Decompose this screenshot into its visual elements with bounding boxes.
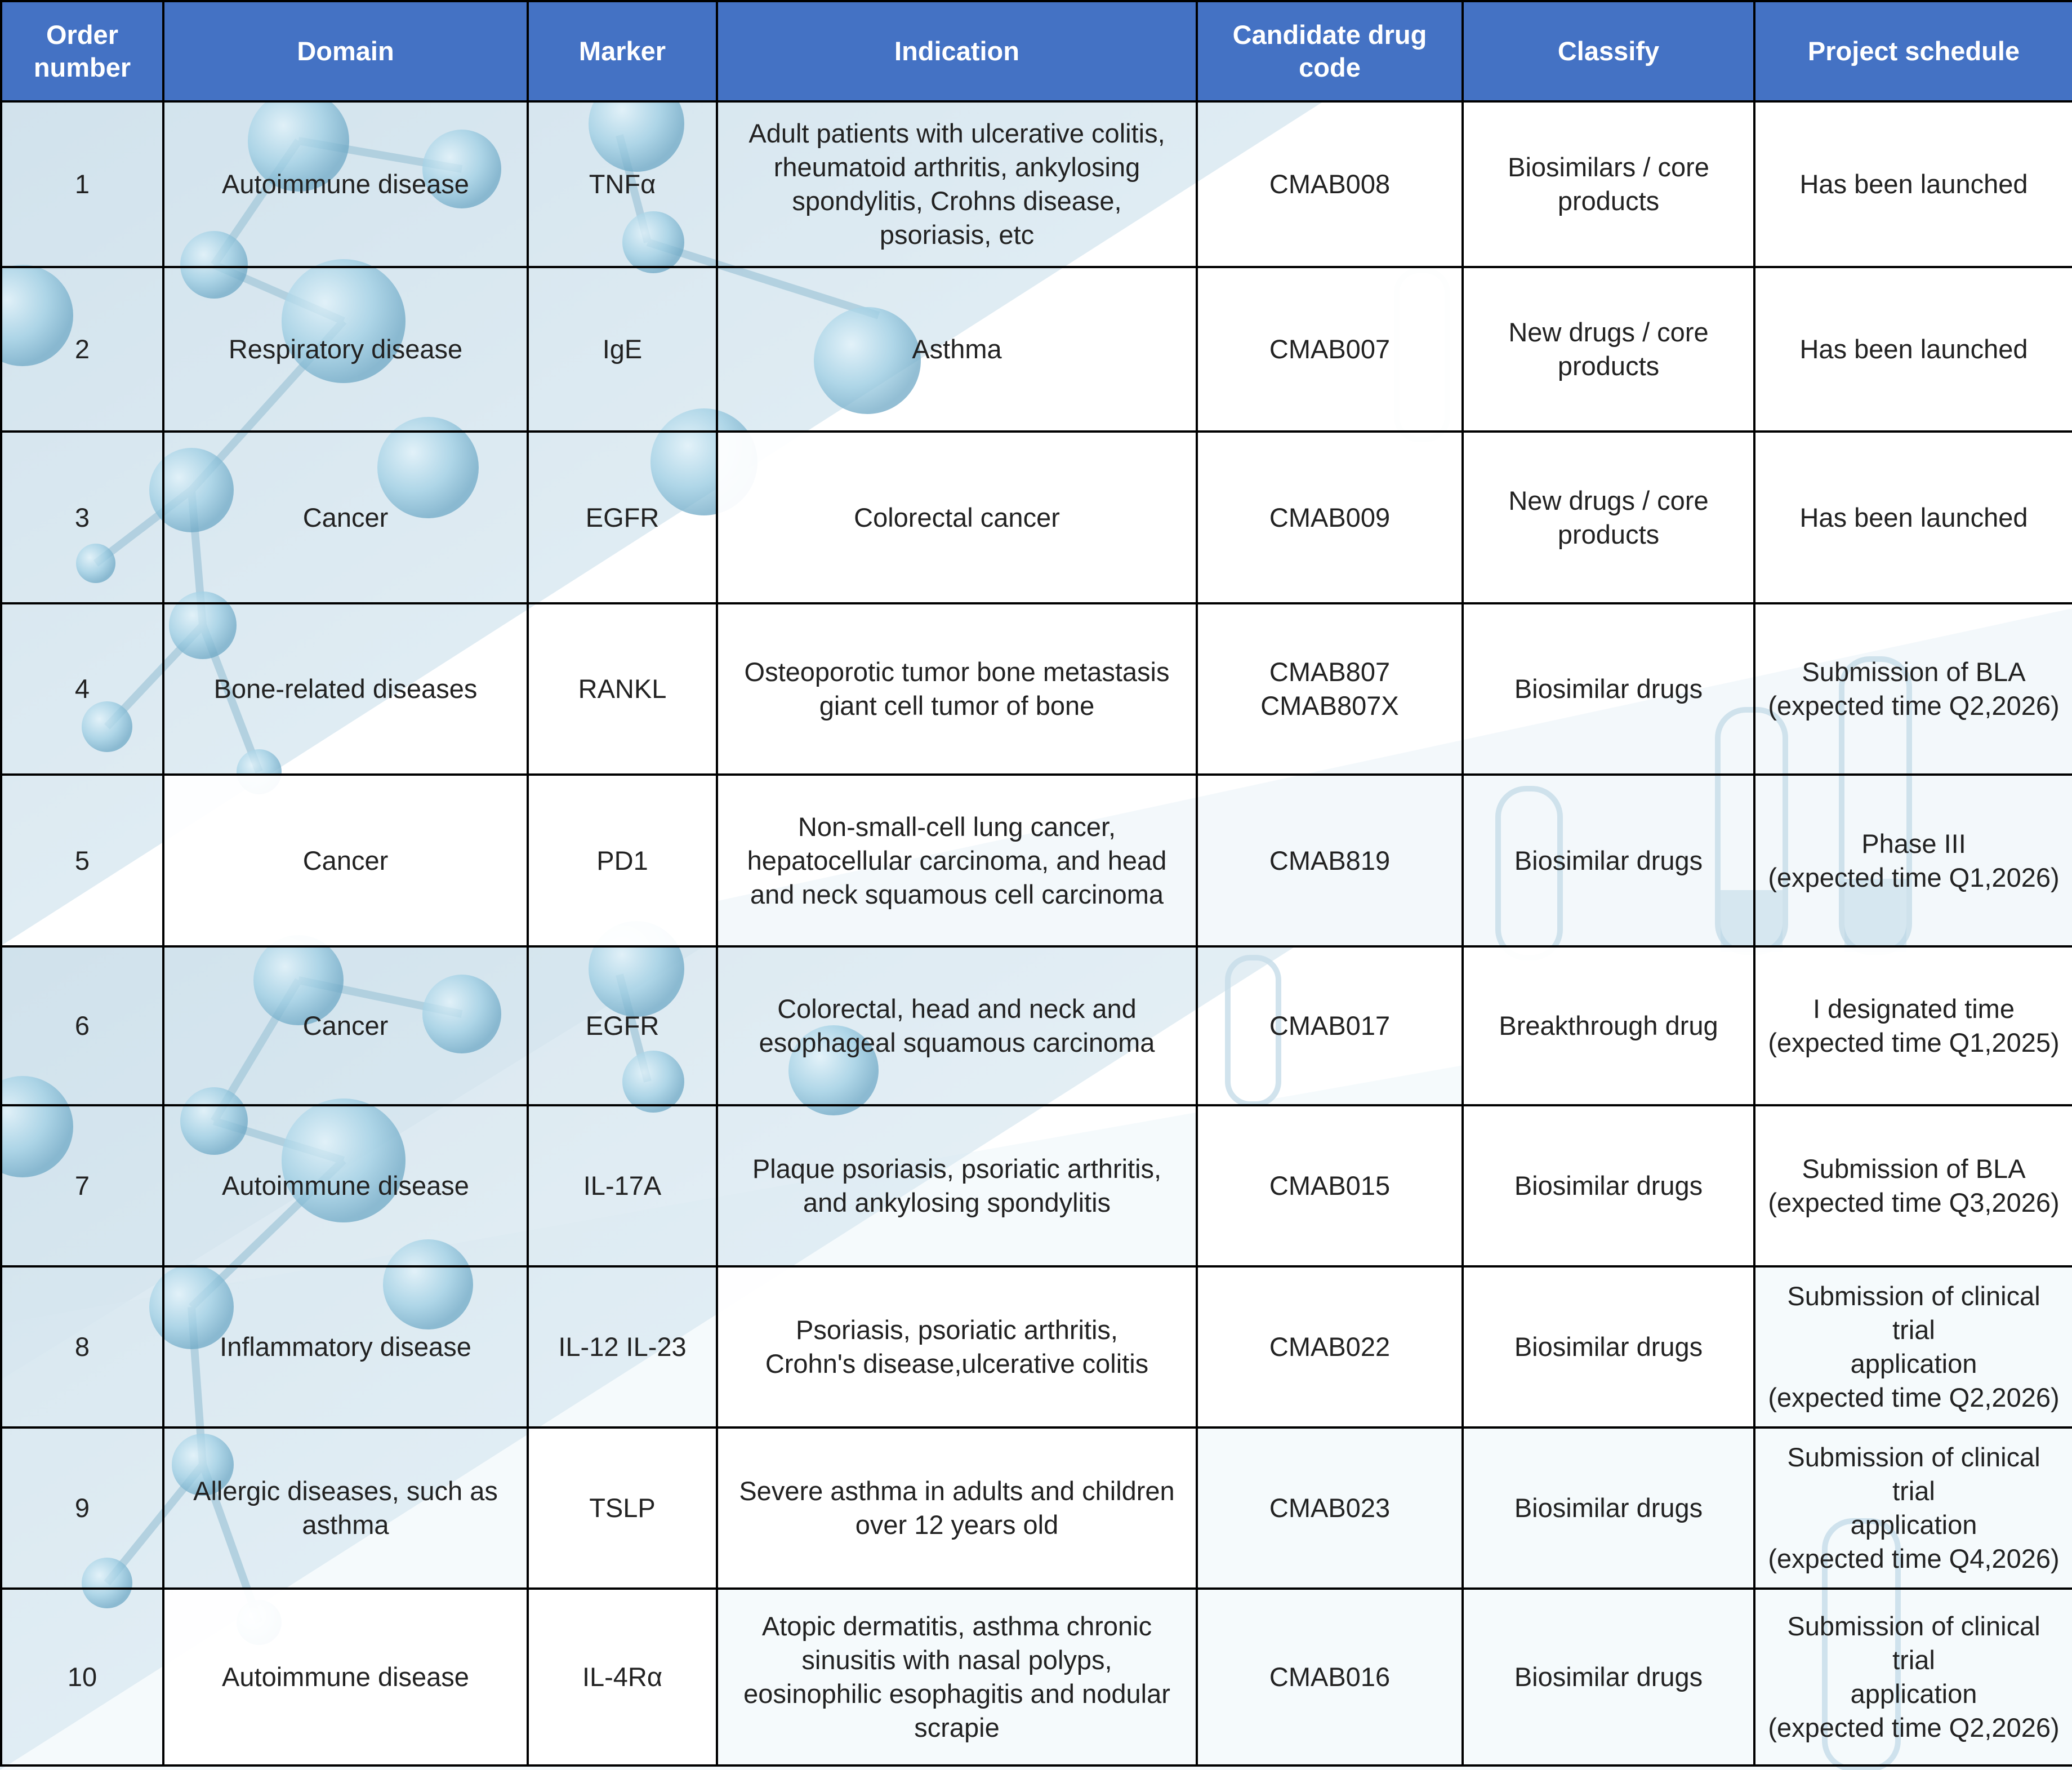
- header-row: [1, 1, 2072, 101]
- cell-indication: Psoriasis, psoriatic arthritis, Crohn's disease,ulcerative colitis: [717, 1266, 1197, 1427]
- cell-domain: Allergic diseases, such as asthma: [163, 1427, 528, 1589]
- cell-marker: TSLP: [528, 1427, 717, 1589]
- header-indication: Indication: [717, 1, 1197, 101]
- cell-order-number: 9: [1, 1427, 163, 1589]
- cell-marker: EGFR: [528, 946, 717, 1105]
- cell-order-number: 4: [1, 603, 163, 775]
- cell-classify: Biosimilar drugs: [1463, 1105, 1754, 1266]
- cell-order-number: 6: [1, 946, 163, 1105]
- cell-schedule: I designated time (expected time Q1,2025): [1754, 946, 2072, 1105]
- cell-classify: Biosimilar drugs: [1463, 1266, 1754, 1427]
- header-order-number: Order number: [1, 1, 163, 101]
- cell-classify: Biosimilar drugs: [1463, 775, 1754, 946]
- cell-domain: Bone-related diseases: [163, 603, 528, 775]
- cell-marker: IL-17A: [528, 1105, 717, 1266]
- cell-classify: Breakthrough drug: [1463, 946, 1754, 1105]
- cell-order-number: 8: [1, 1266, 163, 1427]
- cell-schedule: Phase III (expected time Q1,2026): [1754, 775, 2072, 946]
- cell-drug-code: CMAB022: [1197, 1266, 1463, 1427]
- cell-drug-code: CMAB023: [1197, 1427, 1463, 1589]
- table-row: [1, 432, 2072, 603]
- cell-classify: New drugs / core products: [1463, 267, 1754, 432]
- cell-order-number: 3: [1, 432, 163, 603]
- cell-domain: Cancer: [163, 775, 528, 946]
- cell-marker: TNFα: [528, 101, 717, 267]
- cell-indication: Colorectal, head and neck and esophageal squamous carcinoma: [717, 946, 1197, 1105]
- cell-order-number: 5: [1, 775, 163, 946]
- cell-order-number: 1: [1, 101, 163, 267]
- header-marker: Marker: [528, 1, 717, 101]
- cell-order-number: 2: [1, 267, 163, 432]
- cell-drug-code: CMAB008: [1197, 101, 1463, 267]
- table-body: [1, 101, 2072, 1765]
- cell-schedule: Submission of BLA (expected time Q3,2026): [1754, 1105, 2072, 1266]
- cell-schedule: Submission of BLA (expected time Q2,2026): [1754, 603, 2072, 775]
- cell-drug-code: CMAB007: [1197, 267, 1463, 432]
- header-candidate-drug-code: Candidate drug code: [1197, 1, 1463, 101]
- cell-drug-code: CMAB016: [1197, 1589, 1463, 1765]
- cell-drug-code: CMAB015: [1197, 1105, 1463, 1266]
- cell-schedule: Has been launched: [1754, 432, 2072, 603]
- table-row: [1, 946, 2072, 1105]
- cell-indication: Severe asthma in adults and children over 12 years old: [717, 1427, 1197, 1589]
- table-row: [1, 1266, 2072, 1427]
- table-row: [1, 1589, 2072, 1765]
- cell-schedule: Submission of clinical trial application (expected time Q2,2026): [1754, 1266, 2072, 1427]
- cell-schedule: Submission of clinical trial application (expected time Q2,2026): [1754, 1589, 2072, 1765]
- cell-indication: Atopic dermatitis, asthma chronic sinusitis with nasal polyps, eosinophilic esophagitis and nodular scrapie: [717, 1589, 1197, 1765]
- cell-marker: IL-12 IL-23: [528, 1266, 717, 1427]
- table-row: [1, 1105, 2072, 1266]
- cell-drug-code: CMAB009: [1197, 432, 1463, 603]
- cell-indication: Adult patients with ulcerative colitis, rheumatoid arthritis, ankylosing spondylitis, Crohns disease, psoriasis, etc: [717, 101, 1197, 267]
- table-row: [1, 1427, 2072, 1589]
- cell-domain: Respiratory disease: [163, 267, 528, 432]
- cell-marker: EGFR: [528, 432, 717, 603]
- cell-drug-code: CMAB017: [1197, 946, 1463, 1105]
- table-header: [1, 1, 2072, 101]
- cell-marker: PD1: [528, 775, 717, 946]
- cell-schedule: Has been launched: [1754, 101, 2072, 267]
- cell-indication: Asthma: [717, 267, 1197, 432]
- table-row: [1, 101, 2072, 267]
- cell-schedule: Submission of clinical trial application (expected time Q4,2026): [1754, 1427, 2072, 1589]
- cell-domain: Autoimmune disease: [163, 1105, 528, 1266]
- cell-indication: Non-small-cell lung cancer, hepatocellular carcinoma, and head and neck squamous cell carcinoma: [717, 775, 1197, 946]
- cell-classify: Biosimilars / core products: [1463, 101, 1754, 267]
- table-row: [1, 775, 2072, 946]
- cell-domain: Cancer: [163, 946, 528, 1105]
- header-project-schedule: Project schedule: [1754, 1, 2072, 101]
- cell-order-number: 7: [1, 1105, 163, 1266]
- table-row: [1, 267, 2072, 432]
- cell-classify: Biosimilar drugs: [1463, 1589, 1754, 1765]
- cell-indication: Plaque psoriasis, psoriatic arthritis, and ankylosing spondylitis: [717, 1105, 1197, 1266]
- header-classify: Classify: [1463, 1, 1754, 101]
- cell-domain: Cancer: [163, 432, 528, 603]
- cell-classify: Biosimilar drugs: [1463, 603, 1754, 775]
- table-row: [1, 603, 2072, 775]
- cell-indication: Osteoporotic tumor bone metastasis giant cell tumor of bone: [717, 603, 1197, 775]
- cell-domain: Autoimmune disease: [163, 1589, 528, 1765]
- cell-classify: Biosimilar drugs: [1463, 1427, 1754, 1589]
- cell-order-number: 10: [1, 1589, 163, 1765]
- cell-drug-code: CMAB807 CMAB807X: [1197, 603, 1463, 775]
- cell-domain: Autoimmune disease: [163, 101, 528, 267]
- cell-domain: Inflammatory disease: [163, 1266, 528, 1427]
- cell-marker: RANKL: [528, 603, 717, 775]
- cell-drug-code: CMAB819: [1197, 775, 1463, 946]
- cell-indication: Colorectal cancer: [717, 432, 1197, 603]
- cell-classify: New drugs / core products: [1463, 432, 1754, 603]
- header-domain: Domain: [163, 1, 528, 101]
- cell-marker: IL-4Rα: [528, 1589, 717, 1765]
- cell-schedule: Has been launched: [1754, 267, 2072, 432]
- cell-marker: IgE: [528, 267, 717, 432]
